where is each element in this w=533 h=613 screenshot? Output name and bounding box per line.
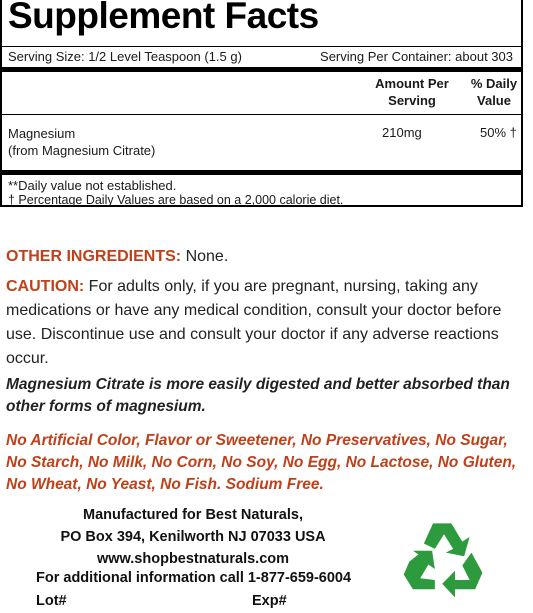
caution-text: For adults only, if you are pregnant, nursing, taking any medications or have any medical condition, consult your doctor before use. Discontinue use and consult your doctor if any adverse reactions occur.: [6, 278, 502, 367]
thick-divider: [2, 67, 521, 72]
free-from-claims: No Artificial Color, Flavor or Sweetener, No Preservatives, No Sugar, No Starch, No Milk, No Corn, No Soy, No Egg, No Lactose, No Gluten, No Wheat, No Yeast, No Fish. Sodium Free.: [6, 432, 517, 493]
nutrient-amount: 210mg: [382, 125, 422, 140]
footnote-percent-dv: † Percentage Daily Values are based on a 2,000 calorie diet.: [8, 193, 344, 207]
footnote-not-established: **Daily value not established.: [8, 178, 177, 193]
caution-label: CAUTION:: [6, 278, 85, 295]
manufacturer-website: www.shopbestnaturals.com: [96, 551, 290, 567]
manufacturer-address: PO Box 394, Kenilworth NJ 07033 USA: [60, 529, 326, 545]
other-ingredients-label: OTHER INGREDIENTS:: [6, 248, 182, 265]
caution-statement: [6, 275, 526, 371]
amount-header-line1: Amount Per: [375, 76, 449, 91]
nutrient-name: Magnesium: [8, 126, 76, 141]
recycle-icon: [398, 516, 490, 602]
nutrient-row: [8, 125, 155, 159]
servings-per-container: Serving Per Container: about 303: [320, 49, 513, 64]
supplement-facts-panel: [0, 0, 523, 207]
manufacturer-block: [28, 504, 358, 570]
supplement-facts-title: Supplement Facts: [8, 0, 319, 36]
amount-per-serving-header: [360, 75, 464, 109]
lot-number-label: Lot#: [36, 593, 67, 609]
serving-size: Serving Size: 1/2 Level Teaspoon (1.5 g): [8, 49, 242, 64]
amount-header-line2: Serving: [388, 93, 436, 108]
other-ingredients: [6, 245, 526, 269]
nutrient-source: (from Magnesium Citrate): [8, 143, 156, 158]
daily-value-header: [465, 75, 523, 109]
nutrient-daily-value: 50% †: [480, 125, 517, 140]
thick-divider: [2, 170, 521, 175]
divider: [2, 46, 521, 47]
additional-info-phone: For additional information call 1-877-659-6004: [36, 570, 352, 586]
manufacturer-name: Manufactured for Best Naturals,: [83, 507, 303, 523]
dv-header-line1: % Daily: [470, 76, 518, 91]
benefit-statement: Magnesium Citrate is more easily digested and better absorbed than other forms of magnesium.: [6, 376, 510, 415]
divider: [2, 114, 521, 115]
expiration-label: Exp#: [252, 593, 287, 609]
other-ingredients-text: None.: [181, 248, 229, 265]
dv-header-line2: Value: [477, 93, 511, 108]
